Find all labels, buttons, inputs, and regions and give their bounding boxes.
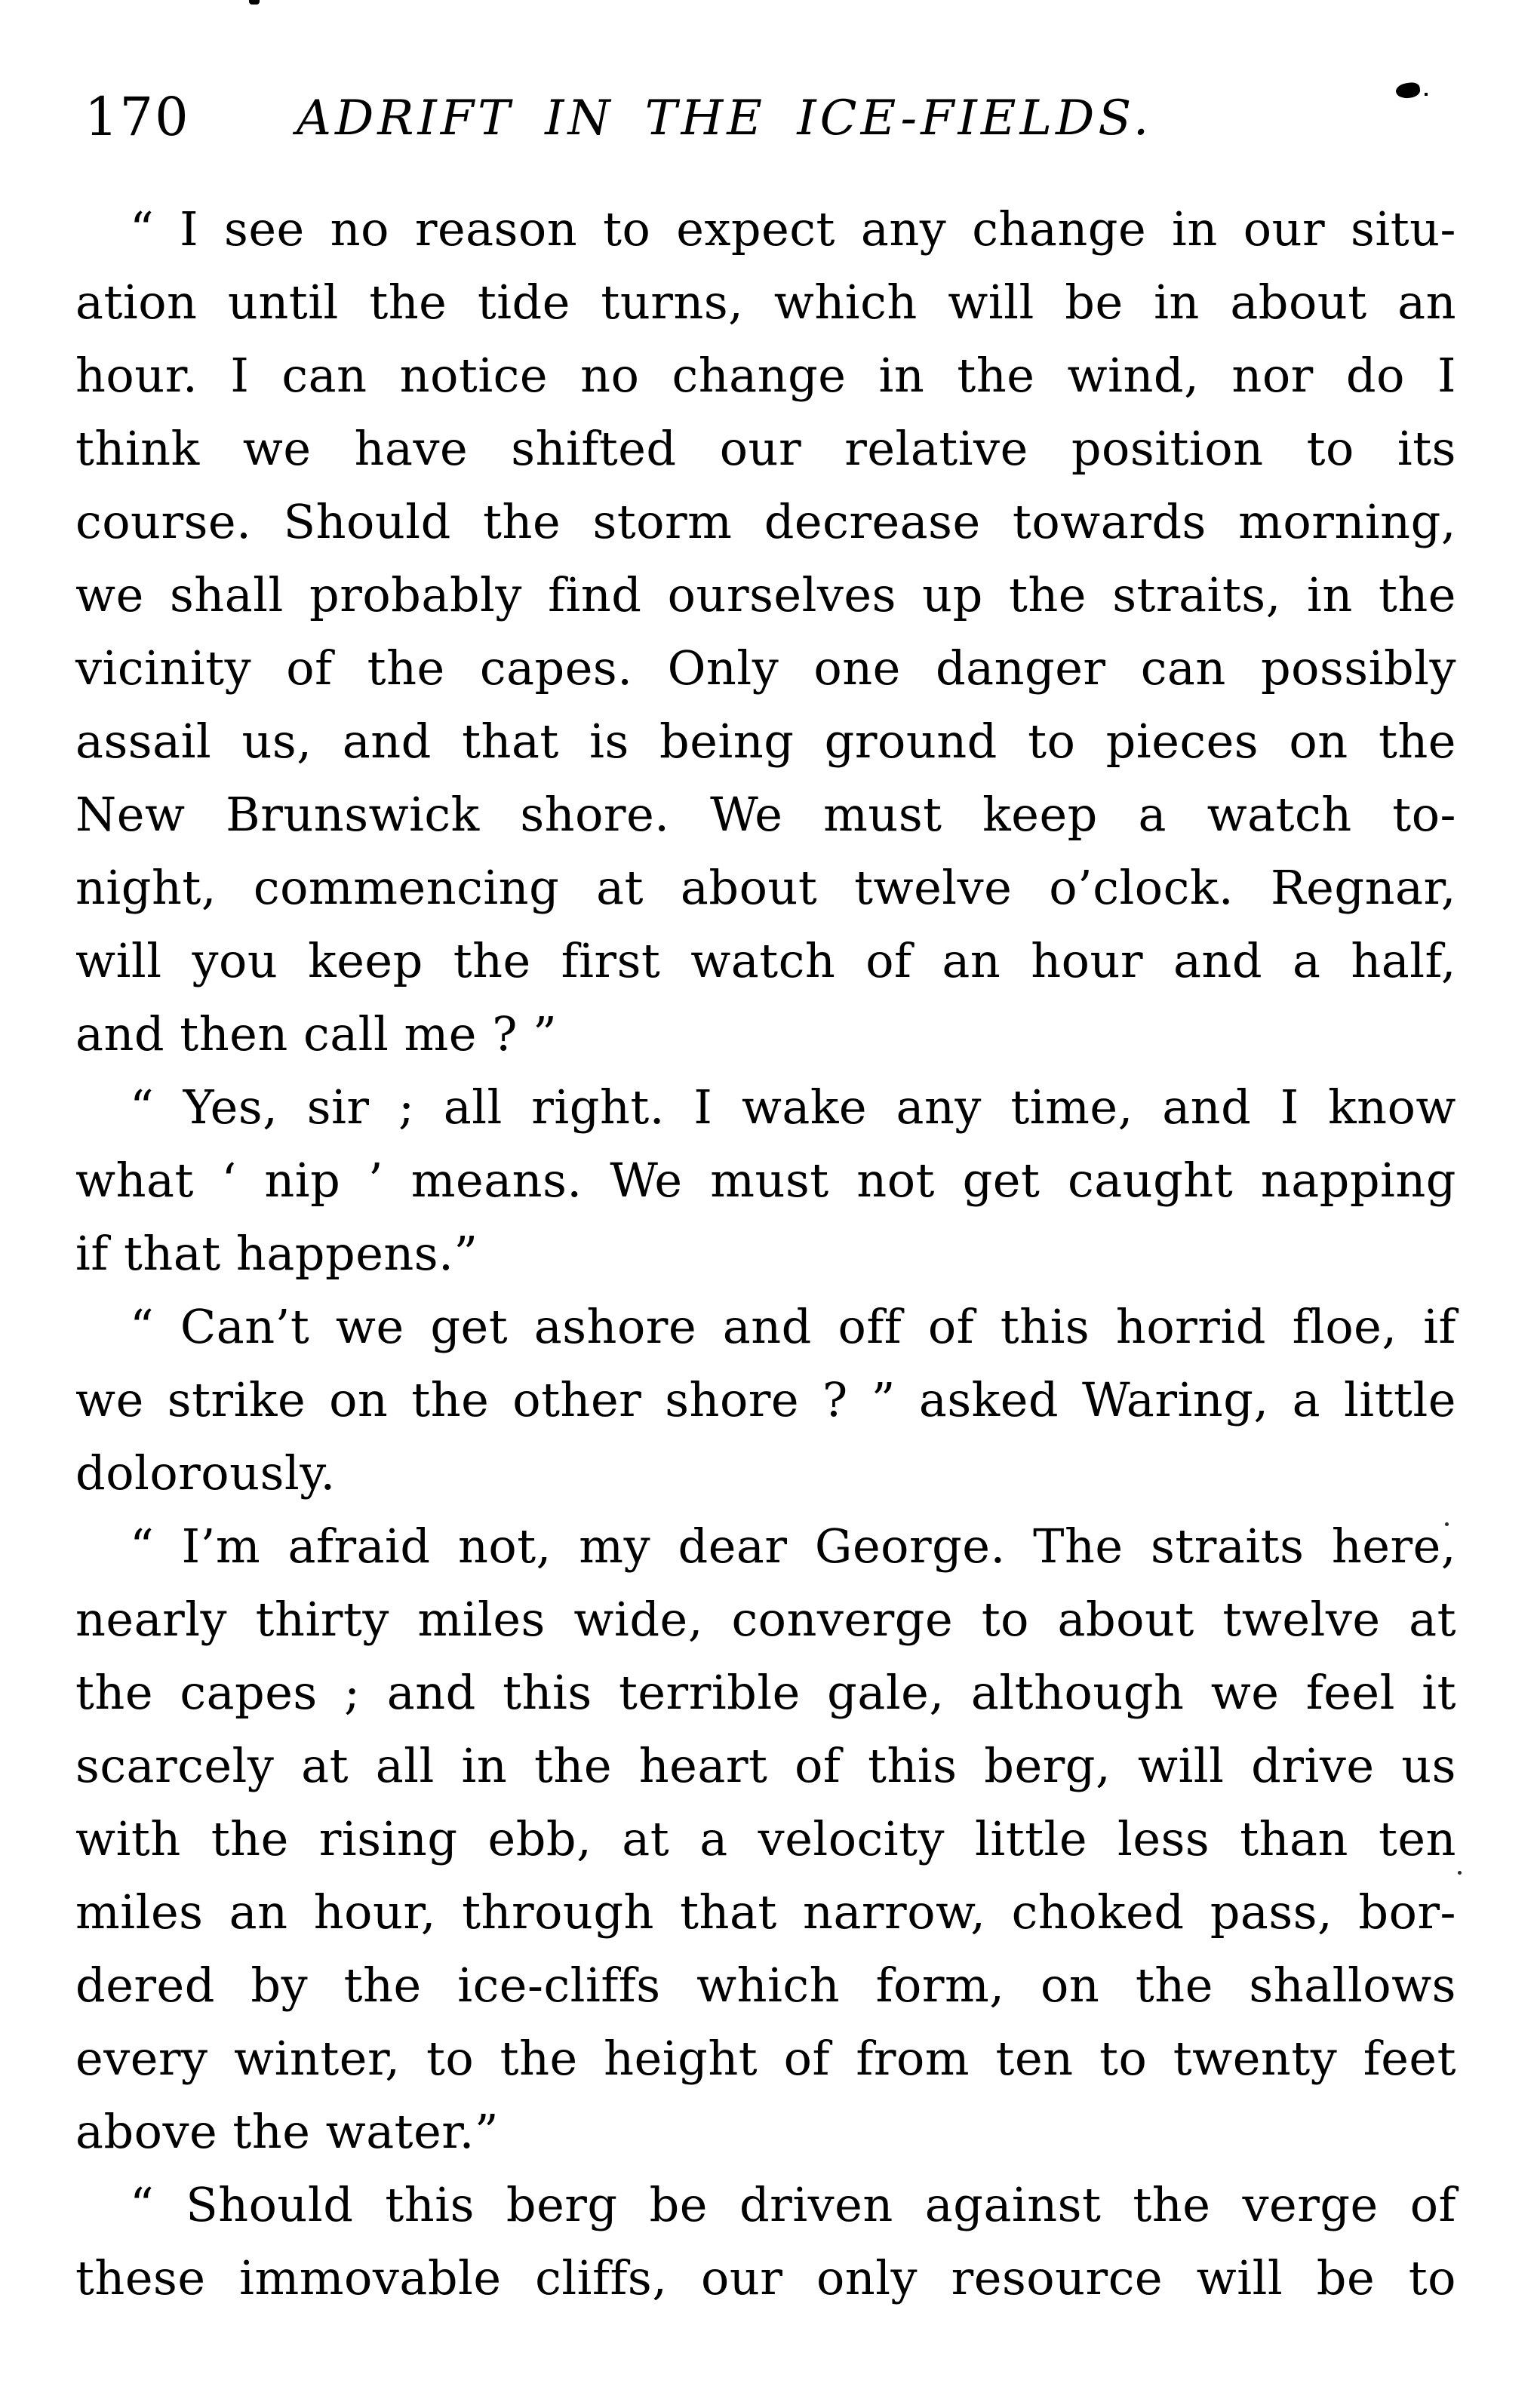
text-line: “ I’m afraid not, my dear George. The straits here,	[130, 1519, 1456, 1574]
text-line: if that happens.”	[75, 1226, 478, 1281]
page-number: 170	[85, 86, 190, 148]
text-line: dolorously.	[75, 1445, 336, 1500]
text-line: “ Can’t we get ashore and off of this horrid floe, if	[130, 1299, 1456, 1354]
text-line: nearly thirty miles wide, converge to about twelve at	[75, 1592, 1456, 1647]
text-line: dered by the ice-cliffs which form, on the shallows	[75, 1958, 1456, 2013]
text-line: with the rising ebb, at a velocity little less than ten	[75, 1811, 1456, 1866]
text-line: “ Yes, sir ; all right. I wake any time, and I know	[130, 1080, 1456, 1135]
text-line: what ‘ nip ’ means. We must not get caught napping	[75, 1153, 1456, 1208]
text-line: these immovable cliffs, our only resource will be to	[75, 2250, 1456, 2305]
text-line: assail us, and that is being ground to pieces on the	[75, 714, 1456, 769]
text-line: and then call me ? ”	[75, 1006, 558, 1061]
text-line: ation until the tide turns, which will be in about an	[75, 275, 1456, 330]
page-edge-speck	[249, 0, 260, 5]
text-line: miles an hour, through that narrow, choked pass, bor-	[75, 1884, 1456, 1940]
text-line: “ Should this berg be driven against the verge of	[130, 2177, 1456, 2232]
text-line: the capes ; and this terrible gale, although we feel it	[75, 1665, 1456, 1720]
ink-blob-artifact	[1395, 81, 1421, 100]
text-block	[75, 192, 1456, 2314]
running-header-title: ADRIFT IN THE ICE-FIELDS.	[296, 91, 1153, 146]
text-line: we strike on the other shore ? ” asked Waring, a little	[75, 1372, 1456, 1427]
text-line: think we have shifted our relative position to its	[75, 421, 1456, 476]
text-line: scarcely at all in the heart of this berg, will drive us	[75, 1738, 1456, 1793]
text-line: night, commencing at about twelve o’clock. Regnar,	[75, 860, 1456, 915]
text-line: New Brunswick shore. We must keep a watch to-	[75, 787, 1456, 842]
text-line: vicinity of the capes. Only one danger can possibly	[75, 640, 1456, 696]
text-line: every winter, to the height of from ten to twenty feet	[75, 2031, 1456, 2086]
text-line: we shall probably find ourselves up the straits, in the	[75, 567, 1456, 622]
text-line: course. Should the storm decrease towards morning,	[75, 494, 1456, 549]
text-line: “ I see no reason to expect any change in our situ-	[130, 201, 1456, 256]
ink-blob-satellite-speck	[1425, 93, 1428, 96]
text-line: above the water.”	[75, 2104, 500, 2159]
margin-speck-2	[1458, 1871, 1462, 1875]
text-line: hour. I can notice no change in the wind, nor do I	[75, 348, 1456, 403]
text-line: will you keep the first watch of an hour and a half,	[75, 933, 1456, 988]
